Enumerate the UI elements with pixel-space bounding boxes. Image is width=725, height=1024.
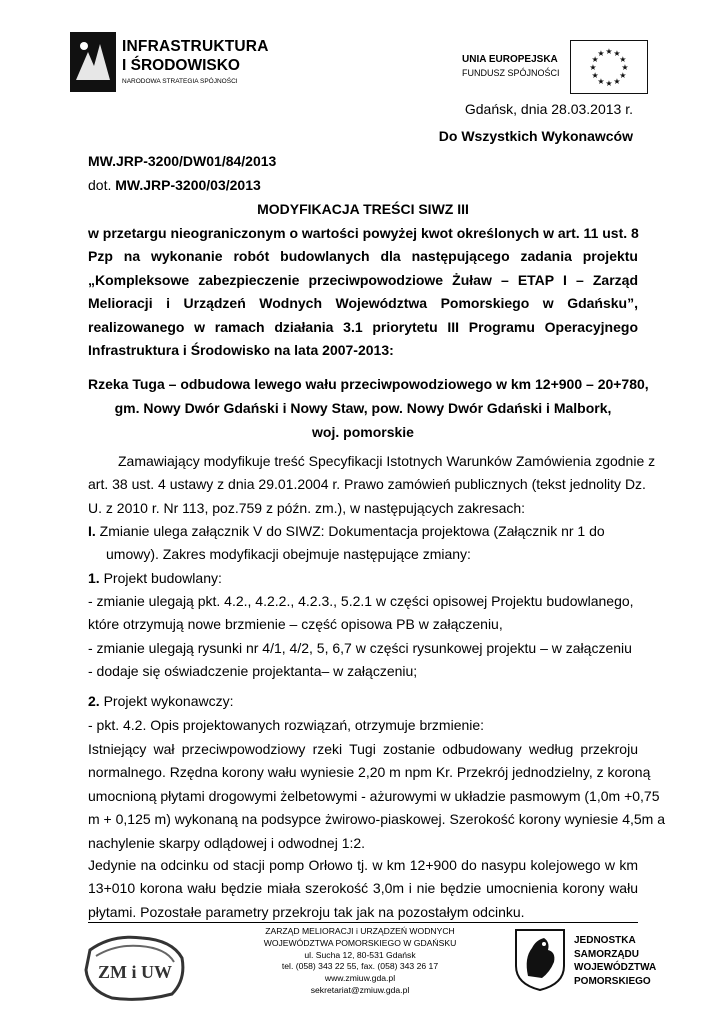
pomorskie-logo-line: JEDNOSTKA [574,935,636,946]
footer-address-line: sekretariat@zmiuw.gda.pl [310,984,410,995]
ref-dot-line [88,174,261,197]
item-1-line: - zmianie ulegają pkt. 4.2., 4.2.2., 4.2.3., 5.2.1 w części opisowej Projektu budowlanego, [88,593,634,609]
item-2-paragraph-2 [88,854,638,924]
eu-star-icon: ★ [619,71,627,80]
pomorskie-logo-line: WOJEWÓDZTWA [574,962,657,973]
logo-is-line2: I ŚRODOWISKO [122,57,240,74]
item-1-marker: 1. [88,570,100,586]
eu-cohesion-fund-logo [462,40,652,95]
subject-line: gm. Nowy Dwór Gdański i Nowy Staw, pow. Nowy Dwór Gdański i Malbork, [114,400,612,416]
zmiuw-logo-text: ZM i UW [98,962,172,982]
griffin-crest-icon [514,928,566,992]
ref-dot-prefix: dot. [88,177,116,193]
flag-logo-icon [70,32,116,92]
item-I-text: Zmianie ulega załącznik V do SIWZ: Dokumentacja projektowa (Załącznik nr 1 do [95,523,605,539]
footer-address-line: tel. (058) 343 22 55, fax. (058) 343 26 17 [281,961,439,972]
footer-divider [88,922,638,923]
eu-star-icon: ★ [613,76,621,86]
addressee: Do Wszystkich Wykonawców [438,128,633,144]
subject-block [88,372,649,444]
item-2-para1-line: umocnioną płytami drogowymi żelbetowymi - ażurowymi w układzie pasmowym (1,0m +0,75 [88,787,660,804]
para1-line: Zamawiający modyfikuje treść Specyfikacji Istotnych Warunków Zamówienia zgodnie z [118,453,656,469]
eu-flag-icon [570,40,648,94]
item-I [88,520,638,567]
intro-line: „Kompleksowe zabezpieczenie przeciwpowodziowe Żuław – ETAP I – Zarząd [88,271,638,288]
item-1-line: które otrzymują nowe brzmienie – część opisowa PB w załączeniu, [88,616,503,633]
item-2-para1-line: Istniejący wał przeciwpowodziowy rzeki Tugi zostanie odbudowany według przekroju [88,741,638,757]
subject-line: Rzeka Tuga – odbudowa lewego wału przeciwpowodziowego w km 12+900 – 20+780, [88,376,649,392]
subject-line: woj. pomorskie [312,424,414,440]
item-2-paragraph-1 [88,738,665,855]
ref-dot-number: MW.JRP-3200/03/2013 [115,177,261,193]
eu-star-icon: ★ [605,47,613,56]
item-1-list [88,590,640,684]
footer-address [228,926,492,997]
intro-line: Infrastruktura i Środowisko na lata 2007-2013: [88,342,394,359]
eu-star-icon: ★ [621,63,629,72]
footer-address-line: ZARZĄD MELIORACJI i URZĄDZEŃ WODNYCH [265,926,455,936]
item-2-para1-line: m + 0,125 m) wykonaną na podsypce żwirowo-piaskowej. Szerokość korony wyniesie 4,5m a [88,811,665,828]
paragraph-1 [88,450,656,520]
place-date: Gdańsk, dnia 28.03.2013 r. [464,101,633,117]
pomorskie-logo [514,928,664,1000]
para1-line: art. 38 ust. 4 ustawy z dnia 29.01.2004 r. Prawo zamówień publicznych (tekst jednolity Dz. [88,476,646,493]
item-2-para1-line: nachylenie skarpy odlądowej i odwodnej 1:2. [88,834,366,851]
intro-line: w przetargu nieograniczonym o wartości powyżej kwot określonych w art. 11 ust. 8 [88,225,639,241]
para1-line: U. z 2010 r. Nr 113, poz.759 z późn. zm.), w następujących zakresach: [88,499,526,516]
item-1-line: - dodaje się oświadczenie projektanta– w załączeniu; [88,663,418,680]
infrastruktura-srodowisko-logo [70,30,290,100]
eu-star-icon: ★ [597,76,605,86]
item-I-marker: I. [88,523,96,539]
footer-address-line: ul. Sucha 12, 80-531 Gdańsk [304,949,416,960]
intro-line: Pzp na wykonanie robót budowlanych dla następującego zadania projektu [88,248,638,265]
logo-is-line1: INFRASTRUKTURA [122,38,269,55]
item-I-line2: umowy). Zakres modyfikacji obejmuje następujące zmiany: [106,546,471,563]
zmiuw-logo [82,930,188,1004]
eu-star-icon: ★ [597,49,605,59]
logo-is-line3: NARODOWA STRATEGIA SPÓJNOŚCI [122,78,238,85]
eu-star-icon: ★ [605,79,613,88]
eu-star-icon: ★ [589,63,597,72]
eu-star-icon: ★ [613,49,621,59]
eu-star-icon: ★ [591,55,599,64]
intro-paragraph [88,222,638,362]
logo-ue-line2: FUNDUSZ SPÓJNOŚCI [462,68,560,78]
pomorskie-logo-text [574,934,656,988]
item-2-para2-line: Jedynie na odcinku od stacji pomp Orłowo tj. w km 12+900 do nasypu kolejowego w km [88,857,638,873]
pomorskie-logo-line: POMORSKIEGO [574,975,651,987]
item-2-para2-line: płytami. Pozostałe parametry przekroju tak jak na pozostałym odcinku. [88,903,525,920]
item-2-para2-line: 13+010 korona wału będzie miała szerokość 3,0m i nie będzie umocnienia korony wału [88,880,638,897]
item-1-heading [88,567,222,590]
item-2-heading [88,690,234,713]
item-2-intro: - pkt. 4.2. Opis projektowanych rozwiązań, otrzymuje brzmienie: [88,717,485,733]
pomorskie-logo-line: SAMORZĄDU [574,948,639,960]
doc-title: MODYFIKACJA TREŚCI SIWZ III [257,201,469,217]
item-1-label: Projekt budowlany: [99,570,222,586]
eu-star-icon: ★ [619,55,627,64]
intro-line: Melioracji i Urządzeń Wodnych Województwa Pomorskiego w Gdańsku”, [88,295,638,312]
footer-address-line: www.zmiuw.gda.pl [324,973,396,984]
item-2-label: Projekt wykonawczy: [99,693,234,709]
ref-number: MW.JRP-3200/DW01/84/2013 [88,153,277,169]
eu-star-icon: ★ [591,71,599,80]
footer-address-line: WOJEWÓDZTWA POMORSKIEGO W GDAŃSKU [263,937,457,948]
item-I-line1 [88,520,638,543]
logo-ue-line1: UNIA EUROPEJSKA [462,54,558,65]
item-2-marker: 2. [88,693,100,709]
intro-line: realizowanego w ramach działania 3.1 priorytetu III Programu Operacyjnego [88,318,638,335]
item-1-line: - zmianie ulegają rysunki nr 4/1, 4/2, 5, 6,7 w części rysunkowej projektu – w załączeniu [88,639,632,656]
item-2-para1-line: normalnego. Rzędna korony wału wyniesie 2,20 m npm Kr. Przekrój jednodzielny, z koroną [88,764,651,781]
